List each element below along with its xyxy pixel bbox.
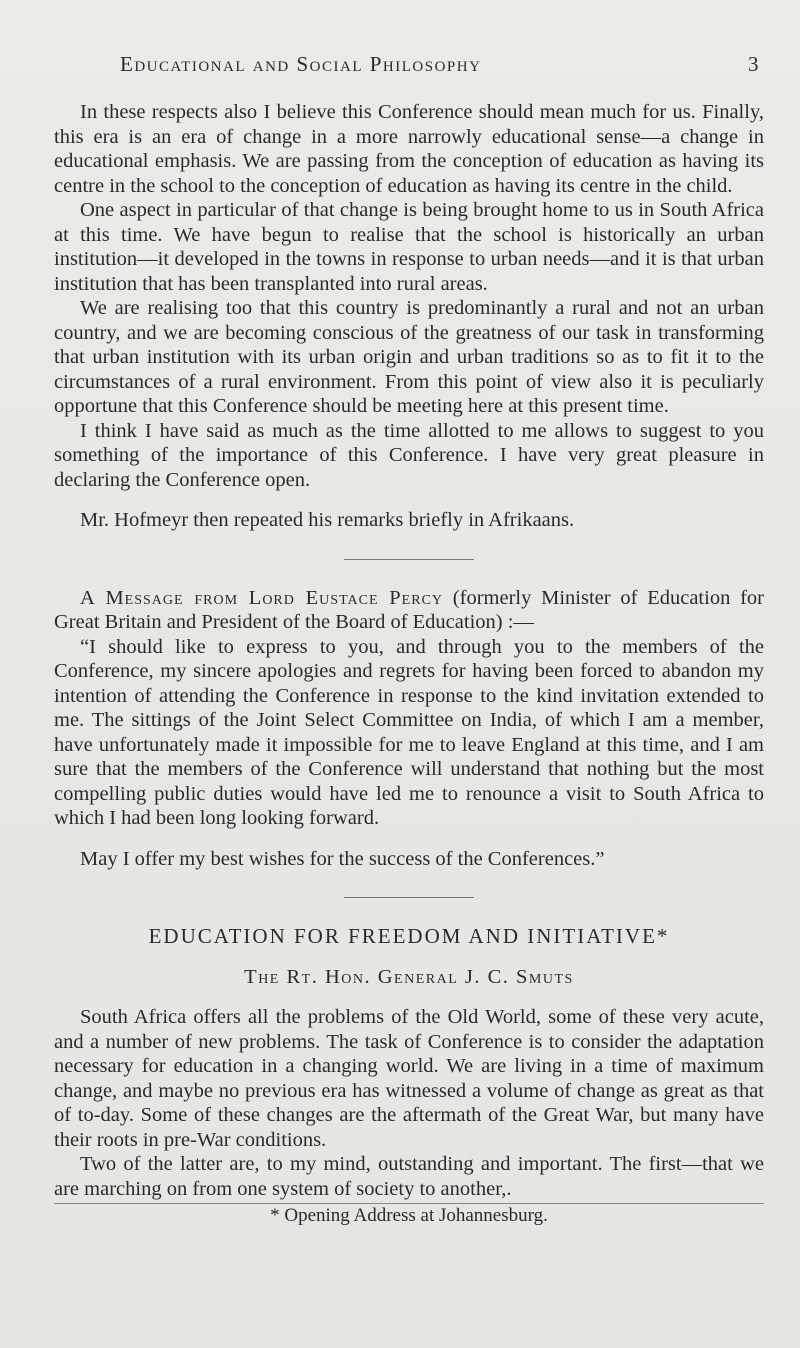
paragraph: We are realising too that this country is predominantly a rural and not an urban country, and we are becoming conscious of the greatness of our task in transforming that urban institution with its urban origin and urban traditions so as to fit it to the circumstances of a rural environment. From this point of view also it is peculiarly opportune that this Conference should be meeting here at this present time. bbox=[54, 297, 764, 417]
running-head-title: Educational and Social Philosophy bbox=[120, 52, 482, 76]
message-intro bbox=[54, 586, 764, 635]
page-number: 3 bbox=[748, 52, 760, 76]
hofmeyr-note: Mr. Hofmeyr then repeated his remarks briefly in Afrikaans. bbox=[80, 509, 575, 531]
message-lead: A Message from Lord Eustace Percy bbox=[80, 586, 444, 609]
section-heading: EDUCATION FOR FREEDOM AND INITIATIVE* bbox=[148, 924, 670, 948]
paragraph: Two of the latter are, to my mind, outstanding and important. The first—that we are marching on from one system of society to another,. bbox=[54, 1153, 764, 1200]
paragraph: One aspect in particular of that change is being brought home to us in South Africa at this time. We have begun to realise that the school is historically an urban institution—it developed in the towns in response to urban needs—and it is that urban institution that has been transplanted into rural areas. bbox=[54, 199, 764, 295]
footnote: * Opening Address at Johannesburg. bbox=[270, 1205, 548, 1226]
message-lead-rest: (formerly Minister of Education for Great Britain and President of the Board of Education) :— bbox=[54, 586, 765, 633]
running-head bbox=[120, 52, 760, 77]
section-author: The Rt. Hon. General J. C. Smuts bbox=[244, 965, 574, 988]
paragraph: In these respects also I believe this Conference should mean much for us. Finally, this era is an era of change in a more narrowly educational sense—a change in educational emphasis. We are passing from the conception of education as having its centre in the school to the conception of education as having its centre in the child. bbox=[54, 101, 764, 197]
paragraph: I think I have said as much as the time allotted to me allows to suggest to you something of the importance of this Conference. I have very great pleasure in declaring the Conference open. bbox=[54, 419, 764, 491]
message-paragraph: May I offer my best wishes for the success of the Conferences.” bbox=[80, 847, 605, 870]
paragraph: South Africa offers all the problems of the Old World, some of these very acute, and a number of new problems. The task of Conference is to consider the adaptation necessary for education in a changing world. We are living in a time of maximum change, and maybe no previous era has witnessed a volume of change as great as that of to-day. Some of these changes are the aftermath of the Great War, but many have their roots in pre-War conditions. bbox=[54, 1006, 764, 1151]
body-text bbox=[54, 100, 764, 1229]
message-paragraph: “I should like to express to you, and through you to the members of the Conference, my sincere apologies and regrets for having been forced to abandon my intention of attending the Conference in response to the kind invitation extended to me. The sittings of the Joint Select Committee on India, of which I am a member, have unfortunately made it impossible for me to leave England at this time, and I am sure that the members of the Conference will understand that nothing but the most compelling public duties would have led me to renounce a visit to South Africa to which I had been long looking forward. bbox=[54, 635, 764, 829]
